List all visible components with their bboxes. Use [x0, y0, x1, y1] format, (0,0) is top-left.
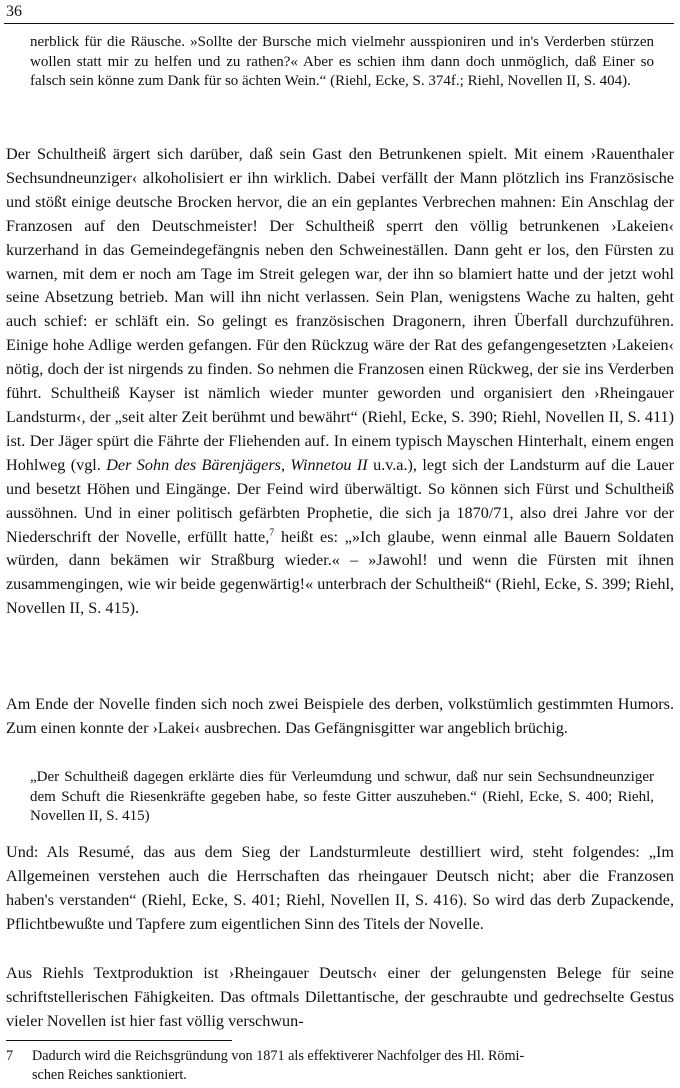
footnote-reference: 7	[269, 527, 275, 539]
footnote-rule	[6, 1040, 232, 1041]
block-quote-1: nerblick für die Räusche. »Sollte der Bursche mich vielmehr ausspioniren und in's Verderben stürzen wollen statt mir zu helfen und zu rathen?« Aber es schien ihm dann doch unmöglich, daß Einer so falsch sein könne zum Dank für so ächten Wein.“ (Riehl, Ecke, S. 374f.; Riehl, Novellen II, S. 404).	[30, 34, 654, 89]
footnote-number: 7	[6, 1048, 14, 1064]
footnote-line-1	[6, 1047, 674, 1066]
paragraph-2: Am Ende der Novelle finden sich noch zwei Beispiele des derben, volkstümlich gestimmten Humors. Zum einen konnte der ›Lakei‹ ausbrechen. Das Gefängnisgitter war angeblich brüchig.	[6, 695, 674, 737]
block-quote-2: „Der Schultheiß dagegen erklärte dies für Verleumdung und schwur, daß nur sein Sechsundneunziger dem Schuft die Riesenkräfte gegeben habe, so feste Gitter auszuheben.“ (Riehl, Ecke, S. 400; Riehl, Novellen II, S. 415)	[30, 769, 654, 824]
paragraph-4: Aus Riehls Textproduktion ist ›Rheingauer Deutsch‹ einer der gelungensten Belege für seine schriftstellerischen Fähigkeiten. Das oftmals Dilettantische, der geschraubte und gedrechselte Gestus vieler Novellen ist hier fast völlig verschwun-	[6, 964, 674, 1030]
paragraph-1-italic-title: Der Sohn des Bärenjägers, Winnetou II	[106, 455, 368, 474]
footnote-line-2: schen Reiches sanktioniert.	[32, 1067, 187, 1083]
footnote-text-1: Dadurch wird die Reichsgründung von 1871 als effektiverer Nachfolger des Hl. Römi-	[32, 1048, 525, 1064]
page-number: 36	[6, 3, 22, 20]
paragraph-1-text-a: Der Schultheiß ärgert sich darüber, daß sein Gast den Betrunkenen spielt. Mit einem ›Rauenthaler Sechsundneunziger‹ alkoholisiert er ihn wirklich. Dabei verfällt der Mann plötzlich ins Französische und stößt einige deutsche Brocken hervor, die an ein geplantes Verbrechen mahnen: Ein Anschlag der Franzosen auf den Deutschmeister! Der Schultheiß sperrt den völlig betrunkenen ›Lakeien‹ kurzerhand in das Gemeindegefängnis neben den Schweineställen. Dann geht er los, den Fürsten zu warnen, mit dem er noch am Tage im Streit gelegen war, der ihn so blamiert hatte und der jetzt wohl seine Absetzung betrieb. Man will ihn nicht verlassen. Sein Plan, wenigstens Wache zu halten, geht auch schief: er schläft ein. So gelingt es französischen Dragonern, ihren Überfall durchzuführen. Einige hohe Adlige werden gefangen. Für den Rückzug wäre der Rat des gefangengesetzten ›Lakeien‹ nötig, doch der ist nirgends zu finden. So nehmen die Franzosen einen Rückweg, der sie ins Verderben führt. Schultheiß Kayser ist nämlich wieder munter geworden und organisiert den ›Rheingauer Landsturm‹, der „seit alter Zeit berühmt und bewährt“ (Riehl, Ecke, S. 390; Riehl, Novellen II, S. 411) ist. Der Jäger spürt die Fährte der Fliehenden auf. In einem typisch Mayschen Hinterhalt, einem engen Hohlweg (vgl.	[6, 145, 674, 474]
paragraph-3: Und: Als Resumé, das aus dem Sieg der Landsturmleute destilliert wird, steht folgendes: „Im Allgemeinen verstehen auch die Herrschaften das rheingauer Deutsch nicht; aber die Franzosen haben's verstanden“ (Riehl, Ecke, S. 401; Riehl, Novellen II, S. 416). So wird das derb Zupackende, Pflichtbewußte und Tapfere zum eigentlichen Sinn des Titels der Novelle.	[6, 843, 674, 933]
paragraph-1	[6, 143, 674, 621]
paragraph-1-text-c: heißt es: „»Ich glaube, wenn einmal alle Bauern Soldaten würden, dann bekämen wir Straßburg wieder.« – »Jawohl! und wenn die Fürsten mit ihnen zusammengingen, wie wir beide gegenwärtig!« unterbrach der Schultheiß“ (Riehl, Ecke, S. 399; Riehl, Novellen II, S. 415).	[6, 527, 674, 618]
footnote	[6, 1047, 674, 1085]
paragraph-1-text-b: u.v.a.), legt sich der Landsturm auf die Lauer und besetzt Höhen und Eingänge. Der Feind wird überwältigt. So können sich Fürst und Schultheiß aussöhnen. Und in einer politisch gefärbten Prophetie, die sich ja 1870/71, also drei Jahre vor der Niederschrift der Novelle, erfüllt hatte,	[6, 455, 674, 546]
header-rule	[4, 23, 674, 24]
